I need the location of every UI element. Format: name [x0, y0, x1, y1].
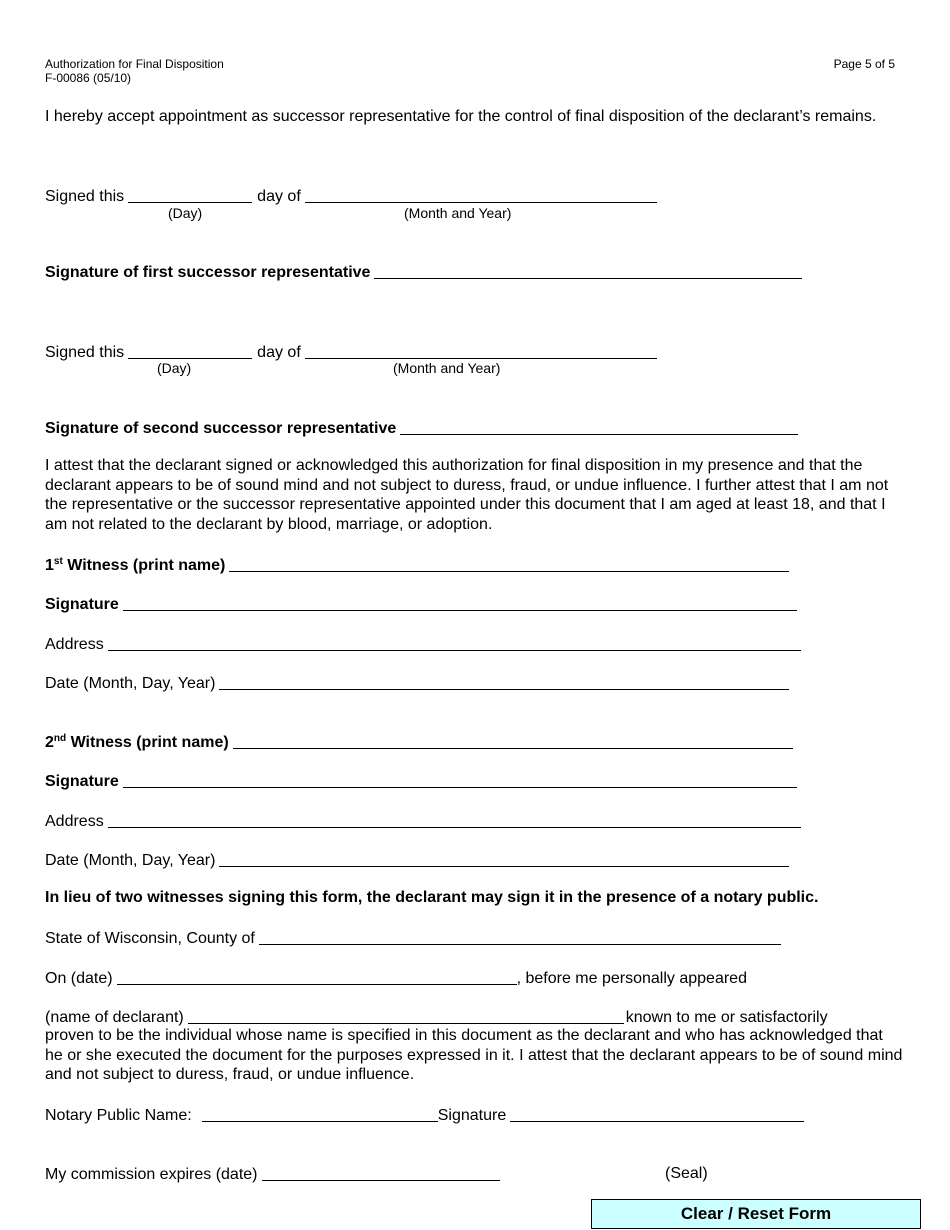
notary-date-field[interactable]: [117, 968, 517, 985]
successor1-date-row: [45, 184, 657, 206]
notary-declarant-label: (name of declarant): [45, 1009, 184, 1026]
notary-proven-paragraph: proven to be the individual whose name is specified in this document as the declarant and who has acknowledged that he or she executed the document for the purposes expressed in it. I attest that the declarant appears to be of sound mind and not subject to duress, fraud, or undue influence.: [45, 1027, 903, 1083]
successor2-date-row: [45, 340, 657, 362]
witness2-name-label: 2nd Witness (print name): [45, 733, 229, 751]
witness2-address-row: [45, 809, 801, 831]
successor1-month-year-field[interactable]: [305, 186, 657, 203]
notary-heading: In lieu of two witnesses signing this form, the declarant may sign it in the presence of a notary public.: [45, 889, 819, 906]
intro-paragraph: I hereby accept appointment as successor representative for the control of final disposition of the declarant’s remains.: [45, 108, 877, 125]
successor2-day-field[interactable]: [128, 342, 252, 359]
notary-date-row: [45, 966, 751, 988]
successor2-month-year-field[interactable]: [305, 342, 657, 359]
witness1-date-label: Date (Month, Day, Year): [45, 675, 216, 692]
notary-on-date-label: On (date): [45, 970, 113, 987]
witness1-name-label: 1st Witness (print name): [45, 556, 226, 574]
day-hint: (Day): [168, 205, 203, 221]
witness2-signature-field[interactable]: [123, 771, 797, 788]
witness1-signature-row: [45, 592, 797, 614]
signed-this-label: Signed this: [45, 344, 125, 361]
notary-public-name-label: Notary Public Name:: [45, 1107, 192, 1124]
successor2-signature-label: Signature of second successor representative: [45, 420, 397, 437]
month-year-hint: (Month and Year): [404, 205, 512, 221]
witness2-name-row: [45, 730, 793, 752]
day-hint: (Day): [157, 360, 192, 376]
notary-declarant-field[interactable]: [188, 1007, 624, 1024]
notary-declarant-row: [45, 1005, 832, 1027]
witness2-name-field[interactable]: [233, 732, 793, 749]
notary-signature-field[interactable]: [510, 1105, 804, 1122]
successor1-signature-label: Signature of first successor representative: [45, 264, 371, 281]
form-number: F-00086 (05/10): [45, 71, 132, 85]
witness1-signature-label: Signature: [45, 596, 119, 613]
notary-commission-field[interactable]: [262, 1164, 500, 1181]
notary-known-label: known to me or satisfactorily: [625, 1009, 828, 1026]
witness1-date-field[interactable]: [219, 673, 789, 690]
form-title: Authorization for Final Disposition: [45, 57, 224, 71]
witness1-name-field[interactable]: [229, 555, 789, 572]
signed-this-label: Signed this: [45, 188, 125, 205]
successor1-day-field[interactable]: [128, 186, 252, 203]
day-of-label: day of: [257, 188, 301, 205]
month-year-hint: (Month and Year): [393, 360, 501, 376]
successor2-signature-field[interactable]: [400, 418, 798, 435]
witness1-address-label: Address: [45, 636, 104, 653]
attestation-paragraph: I attest that the declarant signed or acknowledged this authorization for final disposition in my presence and that the declarant appears to be of sound mind and not subject to duress, fraud, or undue influence. I further attest that I am not the representative or the successor representative appointed under this document that I am aged at least 18, and that I am not related to the declarant by blood, marriage, or adoption.: [45, 457, 889, 533]
successor1-signature-row: [45, 260, 802, 282]
notary-signature-label: Signature: [437, 1107, 507, 1124]
notary-name-row: [45, 1103, 804, 1125]
notary-commission-row: [45, 1162, 500, 1184]
witness2-address-field[interactable]: [108, 811, 801, 828]
clear-reset-form-button[interactable]: Clear / Reset Form: [591, 1199, 921, 1229]
witness2-signature-label: Signature: [45, 773, 119, 790]
witness1-name-row: [45, 553, 789, 575]
witness1-date-row: [45, 671, 789, 693]
notary-public-name-field[interactable]: [202, 1105, 438, 1122]
witness2-date-label: Date (Month, Day, Year): [45, 852, 216, 869]
notary-commission-label: My commission expires (date): [45, 1166, 258, 1183]
day-of-label: day of: [257, 344, 301, 361]
successor1-signature-field[interactable]: [374, 262, 802, 279]
notary-county-label: State of Wisconsin, County of: [45, 930, 255, 947]
witness1-signature-field[interactable]: [123, 594, 797, 611]
witness1-address-row: [45, 632, 801, 654]
notary-county-field[interactable]: [259, 928, 781, 945]
page-number: Page 5 of 5: [833, 57, 895, 71]
witness2-signature-row: [45, 769, 797, 791]
notary-county-row: [45, 926, 781, 948]
notary-seal-label: (Seal): [665, 1165, 708, 1182]
notary-before-me-label: , before me personally appeared: [516, 970, 747, 987]
witness1-address-field[interactable]: [108, 634, 801, 651]
witness2-date-field[interactable]: [219, 850, 789, 867]
witness2-address-label: Address: [45, 813, 104, 830]
witness2-date-row: [45, 848, 789, 870]
successor2-signature-row: [45, 416, 798, 438]
